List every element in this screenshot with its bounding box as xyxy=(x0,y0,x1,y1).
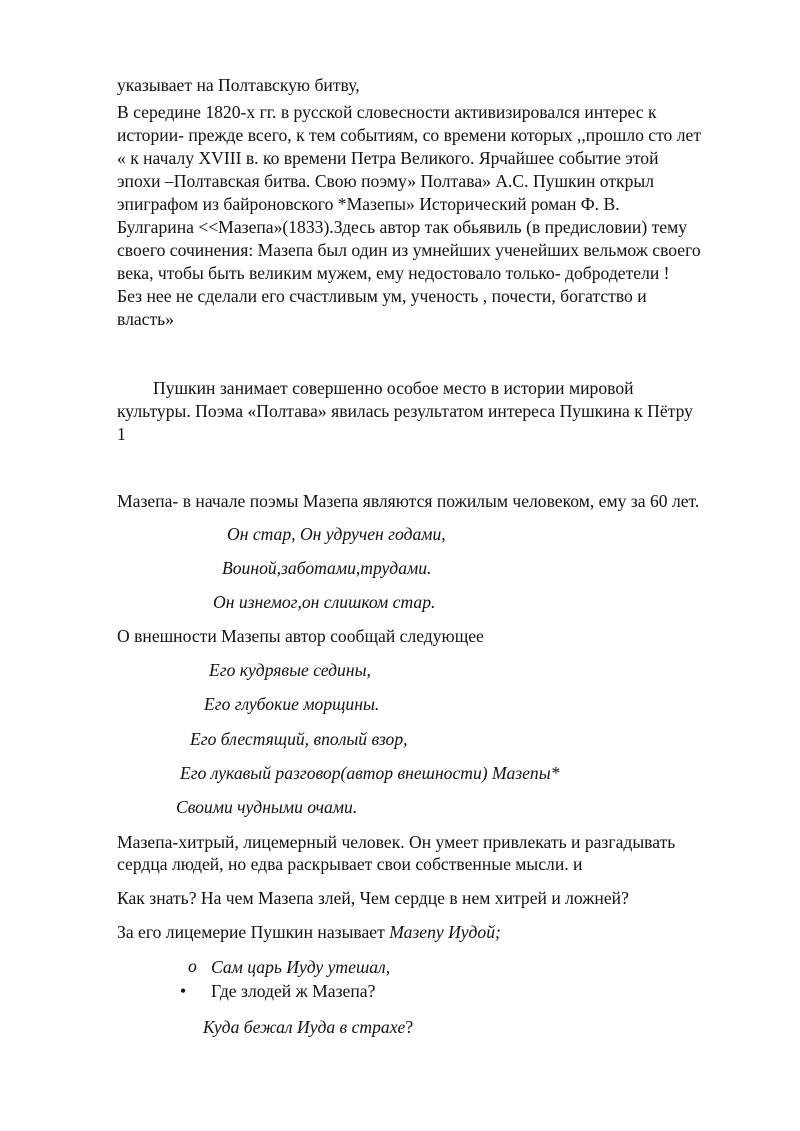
judas-line-italic: Мазепу Иудой; xyxy=(389,922,501,942)
verse1-line-3: Он изнемог,он слишком стар. xyxy=(213,592,436,612)
paragraph1-line-3: истории- прежде всего, к тем событиям, со времени которых ,,прошло сто лет xyxy=(117,125,702,145)
paragraph3-line-1: Мазепа-хитрый, лицемерный человек. Он умеет привлекать и разгадывать xyxy=(117,832,676,852)
verse2-line-2: Его глубокие морщины. xyxy=(204,694,380,714)
paragraph1-line-8: своего сочинения: Мазепа был один из умнейших ученейших вельмож своего xyxy=(117,240,701,260)
final-line-italic: Куда бежал Иуда в страхе xyxy=(203,1017,406,1037)
question-line: Как знать? На чем Мазепа злей, Чем сердце в нем хитрей и ложней? xyxy=(117,888,629,908)
paragraph2-line-3: 1 xyxy=(117,424,126,444)
paragraph1-line-5: эпохи –Полтавская битва. Свою поэму» Полтава» А.С. Пушкин открыл xyxy=(117,171,654,191)
list-item-1-marker: o xyxy=(188,956,197,976)
list-item-1-text: Сам царь Иуду утешал, xyxy=(211,957,391,977)
judas-line-plain: За его лицемерие Пушкин называет xyxy=(117,922,390,942)
verse2-line-4: Его лукавый разговор(автор внешности) Мазепы* xyxy=(180,763,560,783)
verse1-line-2: Воиной,заботами,трудами. xyxy=(222,558,432,578)
list-item-2-bullet-icon: • xyxy=(180,981,187,1001)
judas-line xyxy=(117,921,501,943)
paragraph1-line-4: « к началу XVIII в. ко времени Петра Великого. Ярчайшее событие этой xyxy=(117,148,659,168)
paragraph1-line-10: Без нее не сделали его счастливым ум, ученость , почести, богатство и xyxy=(117,286,647,306)
final-line xyxy=(203,1016,413,1038)
paragraph1-line-1: указывает на Полтавскую битву, xyxy=(117,75,360,95)
paragraph1-line-11: власть» xyxy=(117,309,174,329)
verse2-line-1: Его кудрявые седины, xyxy=(209,660,371,680)
appearance-line: О внешности Мазепы автор сообщай следующее xyxy=(117,626,484,646)
paragraph1-line-2: В середине 1820-х гг. в русской словесности активизировался интерес к xyxy=(117,102,657,122)
paragraph2-line-2: культуры. Поэма «Полтава» явилась результатом интереса Пушкина к Пётру xyxy=(117,401,693,421)
list-item-2-text: Где злодей ж Мазепа? xyxy=(211,981,376,1001)
paragraph2-line-1: Пушкин занимает совершенно особое место в истории мировой xyxy=(153,378,634,398)
paragraph3-line-2: сердца людей, но едва раскрывает свои собственные мысли. и xyxy=(117,854,583,874)
paragraph1-line-6: эпиграфом из байроновского *Мазепы» Исторический роман Ф. В. xyxy=(117,194,620,214)
paragraph1-line-9: века, чтобы быть великим мужем, ему недостовало только- добродетели ! xyxy=(117,263,670,283)
verse2-line-3: Его блестящий, впoлый взор, xyxy=(190,729,408,749)
verse1-line-1: Он стар, Он удручен годами, xyxy=(227,524,446,544)
final-line-plain: ? xyxy=(405,1017,414,1037)
paragraph1-line-7: Булгарина <<Мазепа»(1833).Здесь автор так обьявиль (в предисловии) тему xyxy=(117,217,688,237)
verse2-line-5: Своими чудными очами. xyxy=(176,797,358,817)
intro-line: Мазепа- в начале поэмы Мазепа являются пожилым человеком, ему за 60 лет. xyxy=(117,491,700,511)
